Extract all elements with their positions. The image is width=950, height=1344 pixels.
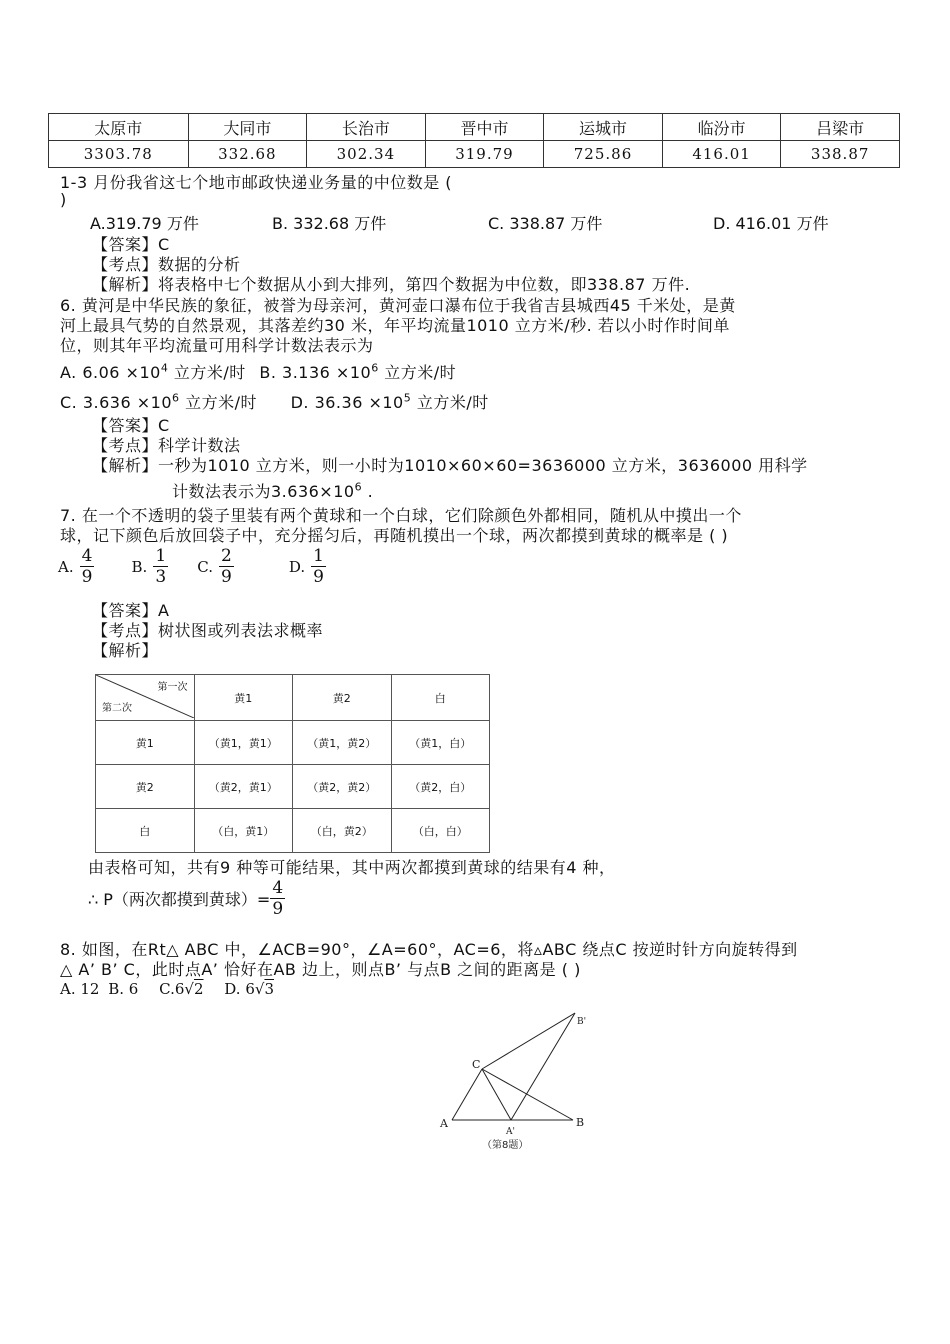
q7-point: 【考点】树状图或列表法求概率 bbox=[92, 621, 324, 640]
q6-analysis-line2: 计数法表示为$3.636\times 10^6$ . bbox=[172, 480, 374, 501]
figure-caption: （第8题） bbox=[482, 1140, 529, 1151]
table-header-cell: 黄1 bbox=[194, 675, 293, 721]
table-header-row bbox=[49, 114, 900, 141]
corner-label-first: 第一次 bbox=[157, 682, 188, 693]
table-header-row bbox=[96, 675, 490, 721]
table-header-cell: 临汾市 bbox=[662, 114, 781, 141]
label-a-prime: A' bbox=[506, 1127, 515, 1137]
label-a: A bbox=[440, 1117, 448, 1130]
q8-option-b: B. 6 bbox=[108, 980, 139, 998]
q8-question-line1: 8. 如图，在Rt△ ABC 中，∠ACB=90°，∠A=60°，AC=6，将▵ABC 绕点C 按逆时针方向旋转得到 bbox=[60, 940, 798, 959]
q6-options-row2 bbox=[60, 390, 489, 413]
q7-option-a: A. $\frac{4}{9}$ bbox=[58, 546, 93, 587]
q6-option-c: C. $3.636 \times 10^6$ 立方米/时 bbox=[60, 391, 257, 412]
segment-a1b1 bbox=[511, 1013, 575, 1120]
q5-option-d: D. 416.01 万件 bbox=[713, 214, 829, 233]
q7-conclusion: 由表格可知，共有9 种等可能结果，其中两次都摸到黄球的结果有4 种， bbox=[88, 858, 616, 877]
table-header-cell: 吕梁市 bbox=[781, 114, 900, 141]
q6-point: 【考点】科学计数法 bbox=[92, 436, 241, 455]
q5-question-end: ) bbox=[60, 190, 67, 209]
q6-analysis-line1: 【解析】一秒为1010 立方米，则一小时为1010×60×60=3636000 立方米，3636000 用科学 bbox=[92, 456, 808, 475]
table-header-cell: 白 bbox=[391, 675, 490, 721]
q8-options bbox=[60, 980, 274, 998]
label-b-prime: B' bbox=[577, 1017, 587, 1027]
segment-ac bbox=[452, 1069, 482, 1120]
probability-table bbox=[95, 674, 490, 853]
segment-cb1 bbox=[482, 1013, 575, 1069]
table-cell: 319.79 bbox=[425, 141, 544, 168]
segment-cb bbox=[482, 1069, 573, 1120]
table-cell: （黄2，白） bbox=[391, 765, 490, 809]
q5-question: 1-3 月份我省这七个地市邮政快递业务量的中位数是 ( bbox=[60, 173, 453, 192]
q6-answer: 【答案】C bbox=[92, 416, 170, 435]
table-corner-cell bbox=[96, 675, 195, 721]
table-cell: 416.01 bbox=[662, 141, 781, 168]
q6-options-row1 bbox=[60, 360, 456, 383]
q5-point: 【考点】数据的分析 bbox=[92, 255, 241, 274]
q6-option-d: D. $36.36 \times 10^5$ 立方米/时 bbox=[290, 391, 489, 412]
table-cell: （黄2，黄2） bbox=[293, 765, 392, 809]
table-cell: （黄2，黄1） bbox=[194, 765, 293, 809]
q7-option-b: B. $\frac{1}{3}$ bbox=[131, 546, 167, 587]
label-b: B bbox=[576, 1116, 585, 1129]
corner-label-second: 第二次 bbox=[102, 703, 132, 714]
table-cell: 3303.78 bbox=[49, 141, 189, 168]
q5-answer: 【答案】C bbox=[92, 235, 170, 254]
q7-answer: 【答案】A bbox=[92, 601, 170, 620]
q7-options bbox=[58, 546, 326, 587]
table-cell: 725.86 bbox=[544, 141, 663, 168]
q7-analysis: 【解析】 bbox=[92, 641, 159, 660]
q7-option-d: D. $\frac{1}{9}$ bbox=[288, 546, 324, 587]
q8-option-c: C.6√2 bbox=[159, 980, 204, 998]
q5-option-a: A.319.79 万件 bbox=[90, 214, 199, 233]
table-header-cell: 太原市 bbox=[49, 114, 189, 141]
q8-option-d: D. 6√3 bbox=[224, 980, 274, 998]
q5-option-c: C. 338.87 万件 bbox=[488, 214, 603, 233]
table-cell: （白，白） bbox=[391, 809, 490, 853]
table-header-cell: 运城市 bbox=[544, 114, 663, 141]
q7-question-line2: 球，记下颜色后放回袋子中，充分摇匀后，再随机摸出一个球，两次都摸到黄球的概率是 ( ) bbox=[60, 526, 729, 545]
table-row bbox=[96, 765, 490, 809]
q8-question-line2: △ A’ B’ C，此时点A’ 恰好在AB 边上，则点B’ 与点B 之间的距离是 ( ) bbox=[60, 960, 581, 979]
table-row-header: 黄2 bbox=[96, 765, 195, 809]
table-header-cell: 长治市 bbox=[307, 114, 426, 141]
table-cell: （白，黄1） bbox=[194, 809, 293, 853]
table-cell: 332.68 bbox=[188, 141, 307, 168]
table-header-cell: 大同市 bbox=[188, 114, 307, 141]
label-c: C bbox=[472, 1058, 481, 1071]
q8-triangle-figure bbox=[430, 1010, 600, 1155]
table-row-header: 白 bbox=[96, 809, 195, 853]
q6-question-line3: 位，则其年平均流量可用科学计数法表示为 bbox=[60, 336, 374, 355]
q8-option-a: A. 12 bbox=[60, 980, 100, 998]
table-value-row bbox=[49, 141, 900, 168]
table-row bbox=[96, 721, 490, 765]
table-cell: 302.34 bbox=[307, 141, 426, 168]
table-row-header: 黄1 bbox=[96, 721, 195, 765]
table-cell: 338.87 bbox=[781, 141, 900, 168]
table-cell: （黄1，黄1） bbox=[194, 721, 293, 765]
q7-probability: ∴ P（两次都摸到黄球）= $\frac{4}{9}$ bbox=[88, 878, 284, 919]
q7-option-c: C. $\frac{2}{9}$ bbox=[197, 546, 232, 587]
table-header-cell: 晋中市 bbox=[425, 114, 544, 141]
q6-option-b: B. $3.136 \times 10^6$ 立方米/时 bbox=[259, 361, 457, 382]
table-header-cell: 黄2 bbox=[293, 675, 392, 721]
table-cell: （黄1，黄2） bbox=[293, 721, 392, 765]
table-cell: （白，黄2） bbox=[293, 809, 392, 853]
table-row bbox=[96, 809, 490, 853]
q6-question-line2: 河上最具气势的自然景观，其落差约30 米，年平均流量1010 立方米/秒. 若以小时作时间单 bbox=[60, 316, 730, 335]
q5-analysis: 【解析】将表格中七个数据从小到大排列，第四个数据为中位数，即338.87 万件. bbox=[92, 275, 691, 294]
q7-question-line1: 7. 在一个不透明的袋子里装有两个黄球和一个白球，它们除颜色外都相同，随机从中摸出一个 bbox=[60, 506, 742, 525]
city-data-table bbox=[48, 113, 900, 168]
table-cell: （黄1，白） bbox=[391, 721, 490, 765]
q6-question-line1: 6. 黄河是中华民族的象征，被誉为母亲河，黄河壶口瀑布位于我省吉县城西45 千米处，是黄 bbox=[60, 296, 736, 315]
q6-option-a: A. $6.06 \times 10^4$ 立方米/时 bbox=[60, 361, 246, 382]
q5-option-b: B. 332.68 万件 bbox=[272, 214, 387, 233]
